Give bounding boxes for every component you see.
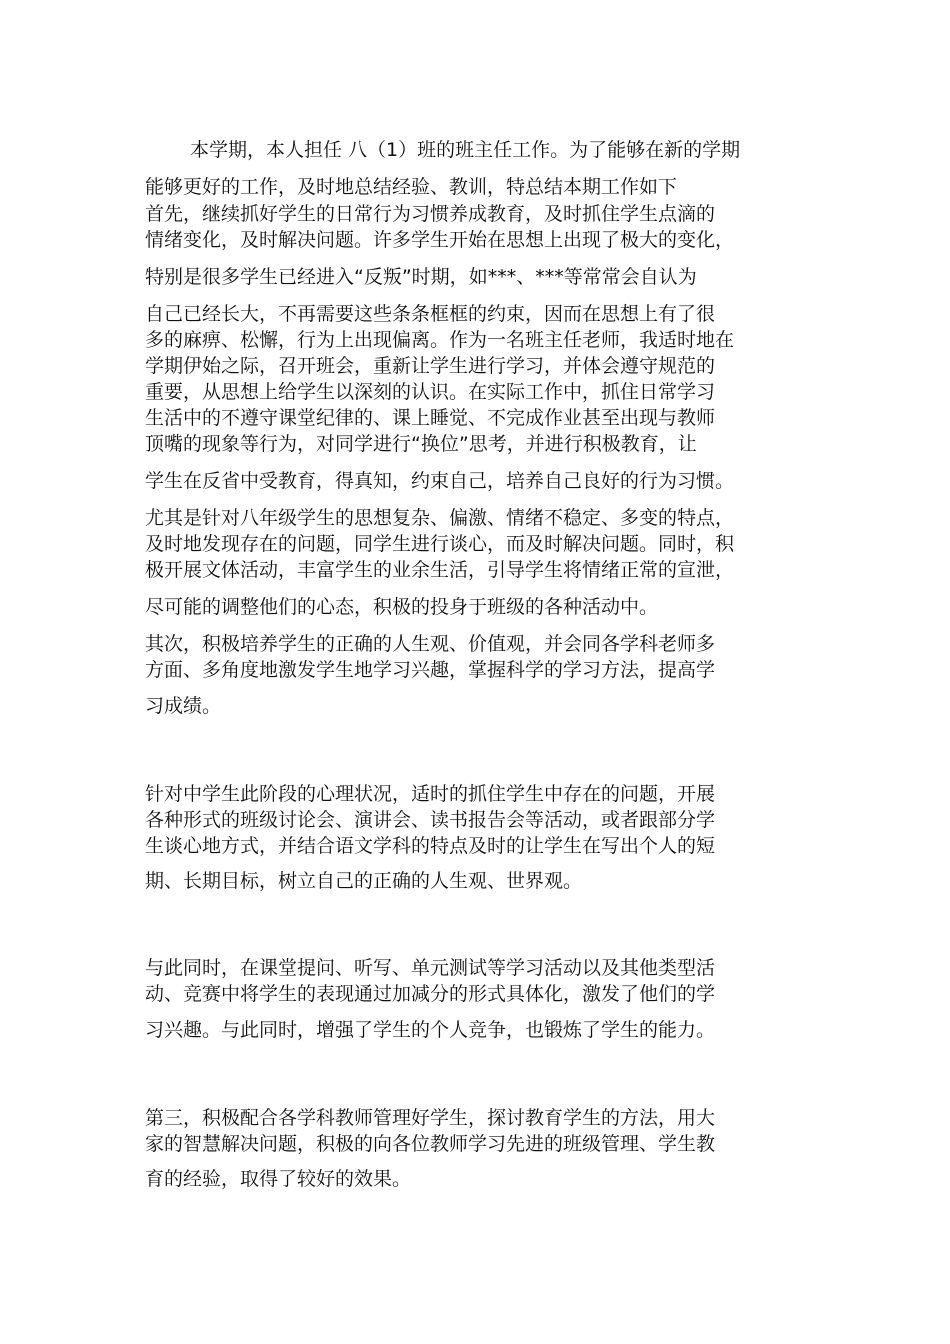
text-line: 其次，积极培养学生的正确的人生观、价值观，并会同各学科老师多 [145, 633, 716, 655]
text-line: 生活中的不遵守课堂纪律的、课上睡觉、不完成作业甚至出现与教师 [145, 407, 716, 429]
text-line: 方面、多角度地激发学生地学习兴趣，掌握科学的学习方法，提高学 [145, 659, 716, 681]
text-line: 首先，继续抓好学生的日常行为习惯养成教育，及时抓住学生点滴的 [145, 203, 716, 225]
text-line: 多的麻痹、松懈，行为上出现偏离。作为一名班主任老师，我适时地在 [145, 329, 735, 351]
text-line: 习成绩。 [145, 695, 222, 717]
text-line: 与此同时，在课堂提问、听写、单元测试等学习活动以及其他类型活 [145, 957, 716, 979]
text-line: 特别是很多学生已经进入“反叛”时期，如***、***等常常会自认为 [145, 266, 697, 288]
text-line: 及时地发现存在的问题，同学生进行谈心，而及时解决问题。同时，积 [145, 533, 735, 555]
text-line: 能够更好的工作，及时地总结经验、教训，特总结本期工作如下 [145, 176, 678, 198]
text-line: 针对中学生此阶段的心理状况，适时的抓住学生中存在的问题，开展 [145, 783, 716, 805]
text-line: 生谈心地方式，并结合语文学科的特点及时的让学生在写出个人的短 [145, 835, 716, 857]
text-line: 重要，从思想上给学生以深刻的认识。在实际工作中，抓住日常学习 [145, 381, 716, 403]
text-line: 育的经验，取得了较好的效果。 [145, 1168, 412, 1190]
text-line: 本学期，本人担任 八（1）班的班主任工作。为了能够在新的学期 [190, 139, 741, 161]
text-line: 动、竞赛中将学生的表现通过加减分的形式具体化，激发了他们的学 [145, 983, 716, 1005]
text-line: 尽可能的调整他们的心态，积极的投身于班级的各种活动中。 [145, 596, 659, 618]
text-line: 情绪变化，及时解决问题。许多学生开始在思想上出现了极大的变化， [145, 229, 735, 251]
text-line: 学生在反省中受教育，得真知，约束自己，培养自己良好的行为习惯。 [145, 470, 735, 492]
text-line: 学期伊始之际，召开班会，重新让学生进行学习，并体会遵守规范的 [145, 355, 716, 377]
text-line: 自己已经长大，不再需要这些条条框框的约束，因而在思想上有了很 [145, 303, 716, 325]
text-line: 各种形式的班级讨论会、演讲会、读书报告会等活动，或者跟部分学 [145, 809, 716, 831]
text-line: 顶嘴的现象等行为，对同学进行“换位”思考，并进行积极教育，让 [145, 433, 697, 455]
text-line: 尤其是针对八年级学生的思想复杂、偏激、情绪不稳定、多变的特点， [145, 507, 735, 529]
text-line: 家的智慧解决问题，积极的向各位教师学习先进的班级管理、学生教 [145, 1133, 716, 1155]
text-line: 习兴趣。与此同时，增强了学生的个人竞争，也锻炼了学生的能力。 [145, 1019, 716, 1041]
text-line: 第三，积极配合各学科教师管理好学生，探讨教育学生的方法，用大 [145, 1107, 716, 1129]
text-line: 极开展文体活动，丰富学生的业余生活，引导学生将情绪正常的宣泄， [145, 559, 735, 581]
text-line: 期、长期目标，树立自己的正确的人生观、世界观。 [145, 870, 583, 892]
